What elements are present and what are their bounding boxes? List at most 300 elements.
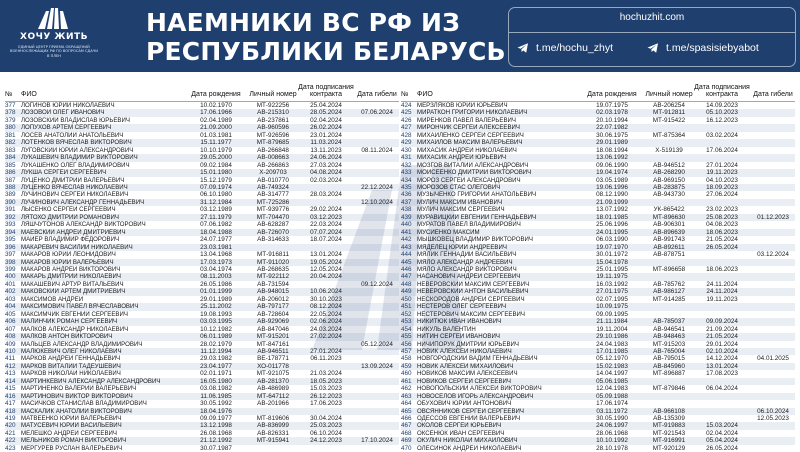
row-birth-date: 30.05.1992 xyxy=(200,400,232,408)
row-name: ЛОГИНОВ ЮРИЙ НИКОЛАЕВИЧ xyxy=(21,102,115,109)
row-token-number: АВ-845960 xyxy=(653,362,685,370)
table-row xyxy=(5,326,399,333)
table-row xyxy=(401,363,795,370)
table-row xyxy=(401,236,795,243)
row-name: МАКСИМЧИК ЕВГЕНИЙ СЕРГЕЕВИЧ xyxy=(21,310,128,318)
row-token-number: МТ-915422 xyxy=(652,116,686,124)
row-name: ОЛЕСИНОК АНДРЕЙ НИКОЛАЕВИЧ xyxy=(417,444,522,452)
row-name: НОВИК АЛЕКСЕЙ МИХАЙЛОВИЧ xyxy=(417,362,514,370)
row-name: НЕСТЕРОВИЧ МАКСИМ СЕРГЕЕВИЧ xyxy=(417,310,525,318)
row-name: МАЛКОВ АЛЕКСАНДР НИКОЛАЕВИЧ xyxy=(21,325,129,333)
row-number: 387 xyxy=(5,176,16,184)
row-birth-date: 10.12.1982 xyxy=(200,325,232,333)
row-token-number: АВ-892611 xyxy=(653,243,685,251)
table-row xyxy=(5,355,399,362)
row-name: МАЙЕР ВЛАДИМИР ФЕДОРОВИЧ xyxy=(21,236,120,244)
row-token-number: МТ-896887 xyxy=(652,370,686,378)
table-row xyxy=(5,288,399,295)
row-birth-date: 19.04.1974 xyxy=(596,169,628,177)
row-birth-date: 02.04.1989 xyxy=(200,116,232,124)
table-row xyxy=(401,422,795,429)
row-name: МАКАРЬ ДМИТРИЙ НИКОЛАЕВИЧ xyxy=(21,273,121,281)
row-birth-date: 29.05.2000 xyxy=(200,154,232,162)
table-row xyxy=(5,154,399,161)
row-token-number: АВ-268290 xyxy=(653,169,685,177)
row-birth-date: 17.01.1985 xyxy=(596,347,628,355)
row-number: 441 xyxy=(401,228,412,236)
row-token-number: Х-519139 xyxy=(655,146,683,154)
row-name: МАТУСЕВИЧ ЮРИЙ ВАСИЛЬЕВИЧ xyxy=(21,422,122,430)
row-name: МОРОЗ СЕРГЕЙ АЛЕКСАНДРОВИЧ xyxy=(417,176,521,184)
row-token-number: АВ-314777 xyxy=(257,191,289,199)
row-birth-date: 08.11.2003 xyxy=(200,273,232,281)
row-birth-date: 23.03.1981 xyxy=(200,243,232,251)
row-number: 392 xyxy=(5,213,16,221)
row-number: 416 xyxy=(5,392,16,400)
row-birth-date: 29.01.1989 xyxy=(596,139,628,147)
row-birth-date: 30.01.1972 xyxy=(596,251,628,259)
row-token-number: АВ-836999 xyxy=(257,422,289,430)
row-name: МАКАРЕВИЧ ВАСИЛИЙ НИКОЛАЕВИЧ xyxy=(21,243,133,251)
row-token-number: АВ-486989 xyxy=(257,385,289,393)
row-birth-date: 29.03.1982 xyxy=(200,355,232,363)
row-token-number: МТ-875364 xyxy=(652,131,686,139)
row-birth-date: 19.11.2004 xyxy=(596,325,628,333)
table-row xyxy=(401,139,795,146)
table-row xyxy=(401,199,795,206)
row-token-number: АВ-135309 xyxy=(653,415,685,423)
row-name: МАТВЕЕНКО ЮРИЙ ВАЛЕРЬЕВИЧ xyxy=(21,415,122,423)
row-name: МАКАШЕВИЧ АРТУР ВИТАЛЬЕВИЧ xyxy=(21,280,124,288)
row-contract-date: 02.06.2024 xyxy=(310,318,342,326)
row-death-date: 17.10.2024 xyxy=(361,437,393,445)
row-contract-date: 24.06.2024 xyxy=(310,154,342,162)
table-row xyxy=(401,437,795,444)
row-name: МУРАТОВ ПАВЕЛ ВЛАДИМИРОВИЧ xyxy=(417,221,521,229)
row-name: НОВИКОВ МАКСИМ АЛЕКСЕЕВИЧ xyxy=(417,370,518,378)
row-birth-date: 18.04.1988 xyxy=(200,228,232,236)
row-contract-date: 06.11.2023 xyxy=(310,355,342,363)
row-number: 396 xyxy=(5,243,16,251)
row-number: 468 xyxy=(401,429,412,437)
row-number: 431 xyxy=(401,154,412,162)
row-number: 408 xyxy=(5,333,16,341)
table-row xyxy=(5,445,399,452)
row-contract-date: 15.03.2023 xyxy=(310,385,342,393)
row-contract-date: 19.11.2023 xyxy=(706,295,738,303)
row-contract-date: 02.10.2024 xyxy=(706,347,738,355)
table-row xyxy=(401,333,795,340)
row-number: 438 xyxy=(401,206,412,214)
telegram-link-1[interactable] xyxy=(517,40,613,56)
table-row xyxy=(401,273,795,280)
row-birth-date: 19.07.1975 xyxy=(596,102,628,109)
row-token-number: АВ-283875 xyxy=(653,183,685,191)
row-birth-date: 24.04.1983 xyxy=(596,340,628,348)
row-birth-date: 10.10.1992 xyxy=(596,437,628,445)
row-token-number: МТ-896658 xyxy=(652,265,686,273)
row-birth-date: 21.09.1999 xyxy=(596,198,628,206)
row-contract-date: 24.11.2024 xyxy=(706,280,738,288)
row-birth-date: 26.05.1986 xyxy=(200,280,232,288)
row-number: 446 xyxy=(401,265,412,273)
table-row xyxy=(401,445,795,452)
row-contract-date: 12.05.2024 xyxy=(310,265,342,273)
row-token-number: АВ-943730 xyxy=(653,191,685,199)
row-contract-date: 18.07.2024 xyxy=(310,236,342,244)
table-row xyxy=(5,109,399,116)
row-death-date: 08.11.2024 xyxy=(361,146,393,154)
row-number: 382 xyxy=(5,139,16,147)
row-contract-date: 30.04.2024 xyxy=(310,415,342,423)
row-birth-date: 10.10.1979 xyxy=(200,146,232,154)
table-row xyxy=(401,378,795,385)
row-name: МАСКАЛИК АНАТОЛИЙ ВИКТОРОВИЧ xyxy=(21,407,132,415)
row-name: ЛОСЕВ АНАТОЛИЙ АНАТОЛЬЕВИЧ xyxy=(21,131,124,139)
row-contract-date: 11.03.2024 xyxy=(310,139,342,147)
row-birth-date: 03.05.1989 xyxy=(596,176,628,184)
row-contract-date: 22.05.2024 xyxy=(310,310,342,318)
row-number: 404 xyxy=(5,303,16,311)
row-name: ЛУКАШЕВИЧ ВЛАДИМИР ВИКТОРОВИЧ xyxy=(21,154,138,162)
row-number: 397 xyxy=(5,251,16,259)
row-birth-date: 01.03.1981 xyxy=(200,131,232,139)
table-row xyxy=(401,430,795,437)
table-row xyxy=(5,370,399,377)
row-birth-date: 27.11.1979 xyxy=(200,213,232,221)
row-token-number: АВ-847046 xyxy=(257,325,289,333)
table-row xyxy=(5,199,399,206)
table-row xyxy=(401,169,795,176)
row-name: НОВИКОВ СЕРГЕЙ СЕРГЕЕВИЧ xyxy=(417,377,511,385)
row-contract-date: 21.05.2024 xyxy=(706,333,738,341)
row-birth-date: 02.03.1978 xyxy=(596,109,628,117)
row-number: 414 xyxy=(5,377,16,385)
row-name: НОВОПОЛЬСКИЙ АЛЕКСЕЙ ВИКТОРОВИЧ xyxy=(417,385,542,393)
row-name: ЛЯШЧУТОНОВ АЛЕКСАНДР ВИКТОРОВИЧ xyxy=(21,221,146,229)
table-row xyxy=(5,244,399,251)
row-number: 411 xyxy=(5,355,16,363)
row-birth-date: 27.01.1975 xyxy=(596,288,628,296)
row-name: ЛОПУХОВ АРТЕМ СЕРГЕЕВИЧ xyxy=(21,124,112,132)
row-number: 430 xyxy=(401,146,412,154)
row-number: 413 xyxy=(5,370,16,378)
row-token-number: МТ-920129 xyxy=(652,444,686,452)
row-name: МАЛКОВ АНТОН ВИКТОРОВИЧ xyxy=(21,333,113,341)
row-name: МАЛИНЧИК РОМАН СЕРГЕЕВИЧ xyxy=(21,318,118,326)
col-death-header: Дата гибели xyxy=(753,91,793,99)
row-birth-date: 11.12.1994 xyxy=(200,347,232,355)
row-token-number: АВ-795015 xyxy=(653,355,685,363)
table-row xyxy=(401,259,795,266)
row-number: 406 xyxy=(5,318,16,326)
row-name: ЛУГОВСКИЙ ЮРИЙ АЛЕКСАНДРОВИЧ xyxy=(21,146,134,154)
table-row xyxy=(5,117,399,124)
row-birth-date: 19.11.1975 xyxy=(596,273,628,281)
website-link[interactable]: hochuzhit.com xyxy=(619,12,685,23)
row-number: 450 xyxy=(401,295,412,303)
row-birth-date: 19.07.1970 xyxy=(596,243,628,251)
table-body xyxy=(401,102,795,452)
row-contract-date: 21.03.2024 xyxy=(310,370,342,378)
row-name: МЕЛЕШКО АНДРЕЙ СЕРГЕЕВИЧ xyxy=(21,429,117,437)
row-number: 423 xyxy=(5,444,16,452)
row-name: ЛЫСЕНКО СЕРГЕЙ СЕРГЕЕВИЧ xyxy=(21,206,116,214)
row-birth-date: 24.06.1997 xyxy=(596,422,628,430)
row-name: НИКИТЮК ИВАН ИВАНОВИЧ xyxy=(417,318,502,326)
row-contract-date: 21.09.2024 xyxy=(706,325,738,333)
row-name: МИРОНЧИК СЕРГЕЙ АЛЕКСЕЕВИЧ xyxy=(417,124,520,132)
row-number: 399 xyxy=(5,265,16,273)
row-number: 400 xyxy=(5,273,16,281)
row-name: МАКСИМОВИЧ ПАВЕЛ ВЯЧЕСЛАВОВИЧ xyxy=(21,303,139,311)
row-birth-date: 18.01.1985 xyxy=(596,213,628,221)
row-number: 445 xyxy=(401,258,412,266)
row-name: МАЛЮКЕВИЧ ОЛЕГ НИКОЛАЕВИЧ xyxy=(21,347,122,355)
row-name: ЛУЦЕНКО ВЯЧЕСЛАВ НИКОЛАЕВИЧ xyxy=(21,183,128,191)
table-row xyxy=(5,102,399,109)
row-birth-date: 09.09.1977 xyxy=(200,415,232,423)
table-row xyxy=(5,184,399,191)
table-row xyxy=(401,408,795,415)
row-contract-date: 18.09.2023 xyxy=(706,183,738,191)
row-contract-date: 03.12.2023 xyxy=(310,213,342,221)
row-birth-date: 20.10.1994 xyxy=(596,116,628,124)
row-number: 405 xyxy=(5,310,16,318)
row-birth-date: 17.06.1974 xyxy=(596,400,628,408)
row-token-number: МТ-911020 xyxy=(257,258,289,266)
logo-subtitle: ЕДИНЫЙ ЦЕНТР ПРИЕМА ОБРАЩЕНИЙ ВОЕННОСЛУЖАЩИХ РФ ПО ВОПРОСАМ СДАЧИ В ПЛЕН xyxy=(10,45,98,58)
row-number: 449 xyxy=(401,288,412,296)
row-number: 456 xyxy=(401,340,412,348)
row-name: МАКАРОВ ЮРИЙ ВАЛЕРЬЕВИЧ xyxy=(21,258,114,266)
row-token-number: МТ-879685 xyxy=(256,139,290,147)
row-contract-date: 27.03.2024 xyxy=(310,161,342,169)
row-birth-date: 29.10.1986 xyxy=(596,333,628,341)
row-contract-date: 27.01.2024 xyxy=(310,347,342,355)
row-birth-date: 19.06.1996 xyxy=(596,183,628,191)
row-contract-date: 26.05.2024 xyxy=(706,444,738,452)
table-row xyxy=(5,236,399,243)
table-row xyxy=(5,408,399,415)
table-row xyxy=(401,318,795,325)
row-birth-date: 03.11.1972 xyxy=(596,407,628,415)
col-num-header: № xyxy=(401,91,409,99)
telegram-link-1-text: t.me/hochu_zhyt xyxy=(536,42,614,54)
row-number: 437 xyxy=(401,198,412,206)
table-row xyxy=(401,206,795,213)
row-number: 464 xyxy=(401,400,412,408)
row-token-number: МТ-916991 xyxy=(652,437,686,445)
row-birth-date: 03.08.1982 xyxy=(200,385,232,393)
row-token-number: МТ-915203 xyxy=(652,340,686,348)
table-row xyxy=(401,393,795,400)
table-row xyxy=(5,162,399,169)
col-contract-header: Дата подписания контракта xyxy=(694,83,750,99)
row-token-number: МТ-919883 xyxy=(652,422,686,430)
row-token-number: АВ-966108 xyxy=(653,407,685,415)
row-number: 379 xyxy=(5,116,16,124)
row-birth-date: 11.06.1985 xyxy=(200,392,232,400)
row-death-date: 12.10.2024 xyxy=(361,198,393,206)
row-name: МАРКОВ АНДРЕЙ ГЕННАДЬЕВИЧ xyxy=(21,355,121,363)
table-row xyxy=(5,341,399,348)
row-name: НАСАНОВИЧ АНДРЕЙ СЕРГЕЕВИЧ xyxy=(417,273,521,281)
row-name: МЫШКОВЕЦ ВЛАДИМИР ВИКТОРОВИЧ xyxy=(417,236,533,244)
row-token-number: МТ-704470 xyxy=(256,213,290,221)
row-name: ОВСЯННИКОВ СЕРГЕЙ СЕРГЕЕВИЧ xyxy=(417,407,524,415)
row-token-number: АВ-785037 xyxy=(653,318,685,326)
table-row xyxy=(401,303,795,310)
row-number: 407 xyxy=(5,325,16,333)
row-number: 381 xyxy=(5,131,16,139)
table-row xyxy=(5,281,399,288)
table-row xyxy=(401,184,795,191)
row-name: ЛУЧИНОВИЧ АЛЕКСАНДР ГЕННАДЬЕВИЧ xyxy=(21,198,145,206)
row-name: МИХАСИК АНДРЕЙ ЮРЬЕВИЧ xyxy=(417,154,507,162)
row-contract-date: 26.12.2023 xyxy=(310,392,342,400)
telegram-link-2[interactable] xyxy=(647,40,759,56)
row-number: 440 xyxy=(401,221,412,229)
row-number: 452 xyxy=(401,310,412,318)
table-row xyxy=(5,169,399,176)
row-token-number: МТ-915201 xyxy=(256,333,290,341)
row-contract-date: 20.04.2024 xyxy=(310,273,342,281)
col-dob-header: Дата рождения xyxy=(191,91,241,99)
table-row xyxy=(401,132,795,139)
row-number: 384 xyxy=(5,154,16,162)
row-name: МИХАСИК АНДРЕЙ НИКОЛАЕВИЧ xyxy=(417,146,517,154)
row-name: МАЛЬЦЕВ АЛЕКСАНДР ВЛАДИМИРОВИЧ xyxy=(21,340,143,348)
row-contract-date: 29.01.2024 xyxy=(706,340,738,348)
row-contract-date: 18.06.2023 xyxy=(706,228,738,236)
row-contract-date: 06.10.2024 xyxy=(310,429,342,437)
row-contract-date: 19.05.2024 xyxy=(310,258,342,266)
row-name: МАРКОВ НИКОЛАЙ НИКОЛАЕВИЧ xyxy=(21,370,121,378)
col-contract-header: Дата подписания контракта xyxy=(298,83,354,99)
table-row xyxy=(401,229,795,236)
row-birth-date: 10.09.1975 xyxy=(596,303,628,311)
row-token-number: АВ-010770 xyxy=(257,176,289,184)
row-name: ОКУЛИЧ НИКОЛАЙ МИХАЙЛОВИЧ xyxy=(417,437,518,445)
row-birth-date: 12.04.1983 xyxy=(596,385,628,393)
row-name: МОЗГОВ ВИТАЛИЙ АЛЕКСАНДРОВИЧ xyxy=(417,161,529,169)
title-line-2: РЕСПУБЛИКИ БЕЛАРУСЬ xyxy=(146,37,506,66)
row-name: МАЕВСКИЙ АНДРЕЙ ДМИТРИЕВИЧ xyxy=(21,228,126,236)
table-row xyxy=(5,266,399,273)
table-row xyxy=(5,177,399,184)
row-token-number: МТ-939776 xyxy=(256,206,290,214)
row-contract-date: 26.05.2024 xyxy=(706,243,738,251)
logo-title: ХОЧУ ЖИТЬ xyxy=(20,32,88,42)
row-contract-date: 10.06.2024 xyxy=(310,288,342,296)
table-row xyxy=(401,311,795,318)
row-birth-date: 06.10.1980 xyxy=(200,191,232,199)
row-token-number: МТ-896630 xyxy=(652,213,686,221)
row-name: ЛОЗОВОЙ ОЛЕГ ИВАНОВИЧ xyxy=(21,109,105,117)
row-number: 461 xyxy=(401,377,412,385)
row-birth-date: 13.12.1998 xyxy=(200,422,232,430)
row-birth-date: 09.02.1984 xyxy=(200,161,232,169)
row-name: ОБУХОВИЧ ЮРИЙ АНТОНОВИЧ xyxy=(417,400,512,408)
row-number: 466 xyxy=(401,415,412,423)
row-contract-date: 06.04.2024 xyxy=(706,385,738,393)
table-row xyxy=(5,400,399,407)
row-token-number: АВ-797177 xyxy=(257,303,289,311)
row-number: 425 xyxy=(401,109,412,117)
row-name: МЕРЗЛЯКОВ ЮРИЙ ЮРЬЕВИЧ xyxy=(417,102,508,109)
row-name: ОДЕССОВ ЕВГЕНИЙ ВАЛЕРЬЕВИЧ xyxy=(417,415,521,423)
row-number: 402 xyxy=(5,288,16,296)
table-row xyxy=(401,355,795,362)
row-token-number: УК-865422 xyxy=(653,206,685,214)
row-number: 410 xyxy=(5,347,16,355)
row-token-number: АВ-948015 xyxy=(257,288,289,296)
row-token-number: АВ-946512 xyxy=(653,161,685,169)
table-row xyxy=(401,147,795,154)
row-number: 439 xyxy=(401,213,412,221)
row-birth-date: 30.05.1990 xyxy=(596,415,628,423)
row-token-number: АВ-765004 xyxy=(653,347,685,355)
contacts-box xyxy=(508,7,796,67)
row-birth-date: 18.04.1976 xyxy=(200,407,232,415)
table-row xyxy=(5,229,399,236)
row-name: МУЛИЧ МАКСИМ СЕРГЕЕВИЧ xyxy=(417,206,505,214)
row-name: НИТИН СЕРГЕЙ ИВАНОВИЧ xyxy=(417,333,500,341)
row-contract-date: 25.08.2023 xyxy=(706,213,738,221)
row-contract-date: 25.04.2024 xyxy=(310,102,342,109)
row-contract-date: 07.07.2024 xyxy=(310,228,342,236)
row-name: МУСИЕНКО МАКСИМ xyxy=(417,228,480,236)
row-birth-date: 31.12.1984 xyxy=(200,198,232,206)
row-number: 380 xyxy=(5,124,16,132)
row-contract-date: 02.03.2024 xyxy=(310,176,342,184)
row-number: 386 xyxy=(5,169,16,177)
row-birth-date: 06.03.1990 xyxy=(596,236,628,244)
table-row xyxy=(401,117,795,124)
table-row xyxy=(401,281,795,288)
row-token-number: АВ-215310 xyxy=(257,109,289,117)
row-contract-date: 03.02.2024 xyxy=(706,131,738,139)
table-row xyxy=(401,102,795,109)
row-birth-date: 03.03.1995 xyxy=(200,318,232,326)
row-contract-date: 18.05.2023 xyxy=(310,377,342,385)
row-death-date: 05.12.2024 xyxy=(361,340,393,348)
row-birth-date: 14.04.1997 xyxy=(596,370,628,378)
table-row xyxy=(401,385,795,392)
row-number: 420 xyxy=(5,422,16,430)
row-death-date: 01.12.2023 xyxy=(757,213,789,221)
row-birth-date: 10.02.1970 xyxy=(200,102,232,109)
row-number: 454 xyxy=(401,325,412,333)
row-contract-date: 24.03.2024 xyxy=(310,325,342,333)
row-number: 433 xyxy=(401,169,412,177)
table-row xyxy=(5,251,399,258)
table-row xyxy=(5,273,399,280)
table-row xyxy=(401,326,795,333)
row-name: НОВИК АЛЕКСЕЙ НИКОЛАЕВИЧ xyxy=(417,347,512,355)
telegram-link-2-text: t.me/spasisiebyabot xyxy=(666,42,759,54)
row-birth-date: 26.08.1968 xyxy=(200,429,232,437)
row-contract-date: 13.01.2024 xyxy=(310,251,342,259)
row-contract-date: 28.05.2024 xyxy=(310,109,342,117)
row-name: МУЗЫЧЕНКО ГРИГОРИЙ АНАТОЛЬЕВИЧ xyxy=(417,191,537,199)
row-birth-date: 23.04.1977 xyxy=(200,362,232,370)
row-number: 401 xyxy=(5,280,16,288)
row-birth-date: 02.07.1995 xyxy=(596,295,628,303)
row-token-number: АВ-826331 xyxy=(257,429,289,437)
row-name: ЛЯТОХО ДМИТРИЙ РОМАНОВИЧ xyxy=(21,213,119,221)
